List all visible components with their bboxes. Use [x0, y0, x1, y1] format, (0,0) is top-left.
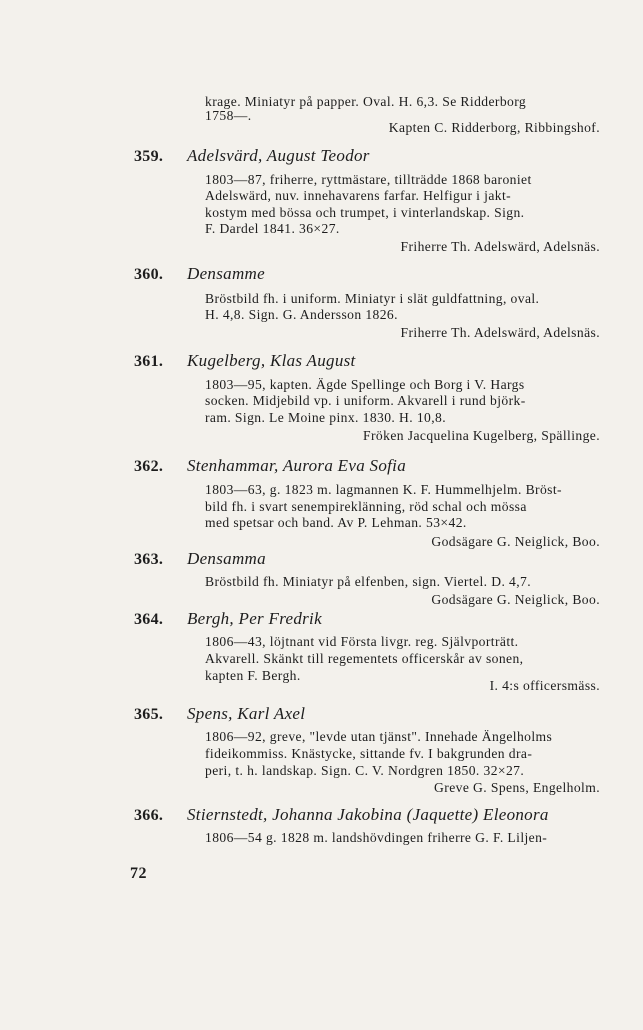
entry-line: ram. Sign. Le Moine pinx. 1830. H. 10,8.	[205, 410, 447, 425]
owner-line: Godsägare G. Neiglick, Boo.	[431, 592, 600, 607]
entry-line: Bröstbild fh. Miniatyr på elfenben, sign. Viertel. D. 4,7.	[205, 574, 532, 589]
entry-name: Spens, Karl Axel	[187, 704, 306, 723]
entry-line: kostym med bössa och trumpet, i vinterlandskap. Sign.	[205, 205, 525, 220]
owner-line: Godsägare G. Neiglick, Boo.	[431, 534, 600, 549]
entry-number: 360.	[134, 266, 164, 283]
owner-line: Fröken Jacquelina Kugelberg, Spällinge.	[363, 428, 600, 443]
entry-line: 1806—43, löjtnant vid Första livgr. reg. Självporträtt.	[205, 634, 519, 649]
entry-name: Densamma	[187, 549, 266, 568]
entry-number: 364.	[134, 611, 164, 628]
entry-name: Densamme	[187, 264, 265, 283]
intro-line: 1758—.	[205, 108, 252, 123]
entry-line: 1803—87, friherre, ryttmästare, tillträdde 1868 baroniet	[205, 172, 532, 187]
entry-number: 365.	[134, 706, 164, 723]
entry-line: Adelswärd, nuv. innehavarens farfar. Helfigur i jakt-	[205, 188, 512, 203]
entry-line: 1803—63, g. 1823 m. lagmannen K. F. Hummelhjelm. Bröst-	[205, 482, 562, 497]
intro-line: krage. Miniatyr på papper. Oval. H. 6,3. Se Ridderborg	[205, 94, 527, 109]
entry-name: Adelsvärd, August Teodor	[187, 146, 370, 165]
entry-line: 1803—95, kapten. Ägde Spellinge och Borg i V. Hargs	[205, 377, 525, 392]
entry-name: Kugelberg, Klas August	[187, 351, 356, 370]
owner-line: Friherre Th. Adelswärd, Adelsnäs.	[400, 325, 600, 340]
entry-name: Stiernstedt, Johanna Jakobina (Jaquette) Eleonora	[187, 805, 549, 824]
entry-number: 366.	[134, 807, 164, 824]
entry-line: med spetsar och band. Av P. Lehman. 53×42.	[205, 515, 467, 530]
owner-line: Kapten C. Ridderborg, Ribbingshof.	[388, 120, 600, 135]
owner-line: I. 4:s officersmäss.	[489, 678, 600, 693]
entry-line: fideikommiss. Knästycke, sittande fv. I bakgrunden dra-	[205, 746, 533, 761]
entry-line: socken. Midjebild vp. i uniform. Akvarell i rund björk-	[205, 393, 526, 408]
entry-name: Stenhammar, Aurora Eva Sofia	[187, 456, 407, 475]
entry-number: 362.	[134, 458, 164, 475]
entry-number: 359.	[134, 148, 164, 165]
entry-line: F. Dardel 1841. 36×27.	[205, 221, 340, 236]
entry-line: Bröstbild fh. i uniform. Miniatyr i slät guldfattning, oval.	[205, 291, 540, 306]
entry-line: kapten F. Bergh.	[205, 668, 301, 683]
entry-name: Bergh, Per Fredrik	[187, 609, 322, 628]
entry-number: 363.	[134, 551, 164, 568]
entry-line: 1806—92, greve, "levde utan tjänst". Innehade Ängelholms	[205, 729, 553, 744]
entry-line: H. 4,8. Sign. G. Andersson 1826.	[205, 307, 398, 322]
entry-line: peri, t. h. landskap. Sign. C. V. Nordgren 1850. 32×27.	[205, 763, 525, 778]
entry-number: 361.	[134, 353, 164, 370]
owner-line: Friherre Th. Adelswärd, Adelsnäs.	[400, 239, 600, 254]
entry-line: bild fh. i svart senempireklänning, röd schal och mössa	[205, 499, 527, 514]
owner-line: Greve G. Spens, Engelholm.	[434, 780, 600, 795]
page-number: 72	[130, 865, 147, 882]
entry-line: Akvarell. Skänkt till regementets officerskår av sonen,	[205, 651, 524, 666]
entry-line: 1806—54 g. 1828 m. landshövdingen friherre G. F. Liljen-	[205, 830, 548, 845]
